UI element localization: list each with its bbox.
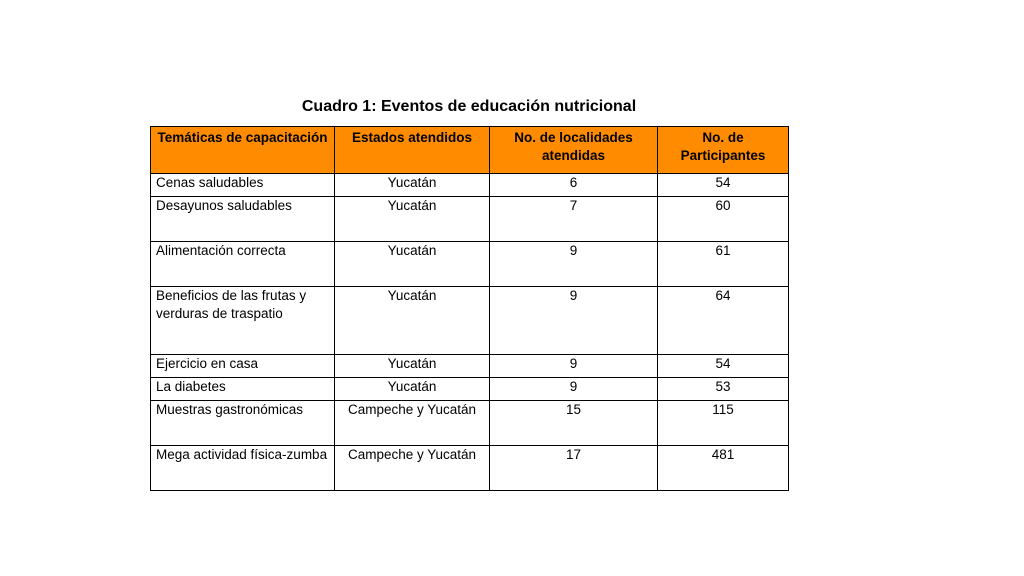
header-tematicas: Temáticas de capacitación [151,127,335,174]
cell-participantes: 61 [658,242,789,287]
header-participantes: No. de Participantes [658,127,789,174]
cell-participantes: 54 [658,355,789,378]
cell-estado: Yucatán [335,355,490,378]
cell-participantes: 60 [658,197,789,242]
table-row [151,174,789,197]
cell-tematica: Muestras gastronómicas [151,401,335,446]
header-localidades: No. de localidades atendidas [490,127,658,174]
cell-tematica: La diabetes [151,378,335,401]
cell-estado: Yucatán [335,174,490,197]
cell-localidades: 6 [490,174,658,197]
cell-participantes: 115 [658,401,789,446]
cell-participantes: 54 [658,174,789,197]
cell-estado: Yucatán [335,197,490,242]
cell-tematica: Desayunos saludables [151,197,335,242]
table-title: Cuadro 1: Eventos de educación nutricional [301,98,637,115]
cell-participantes: 481 [658,446,789,491]
table-row [151,197,789,242]
table-row [151,378,789,401]
cell-localidades: 7 [490,197,658,242]
cell-tematica: Mega actividad física-zumba [151,446,335,491]
table-row [151,242,789,287]
cell-localidades: 15 [490,401,658,446]
cell-estado: Yucatán [335,287,490,355]
table-row [151,401,789,446]
cell-tematica: Beneficios de las frutas y verduras de traspatio [151,287,335,355]
cell-tematica: Ejercicio en casa [151,355,335,378]
cell-localidades: 9 [490,378,658,401]
events-table [150,126,789,491]
header-estados: Estados atendidos [335,127,490,174]
cell-estado: Campeche y Yucatán [335,401,490,446]
header-row [151,127,789,174]
cell-localidades: 9 [490,242,658,287]
table-row [151,287,789,355]
cell-participantes: 53 [658,378,789,401]
table-row [151,446,789,491]
cell-localidades: 9 [490,355,658,378]
cell-participantes: 64 [658,287,789,355]
cell-estado: Yucatán [335,242,490,287]
cell-estado: Campeche y Yucatán [335,446,490,491]
table-row [151,355,789,378]
cell-tematica: Cenas saludables [151,174,335,197]
cell-estado: Yucatán [335,378,490,401]
cell-localidades: 17 [490,446,658,491]
cell-localidades: 9 [490,287,658,355]
cell-tematica: Alimentación correcta [151,242,335,287]
